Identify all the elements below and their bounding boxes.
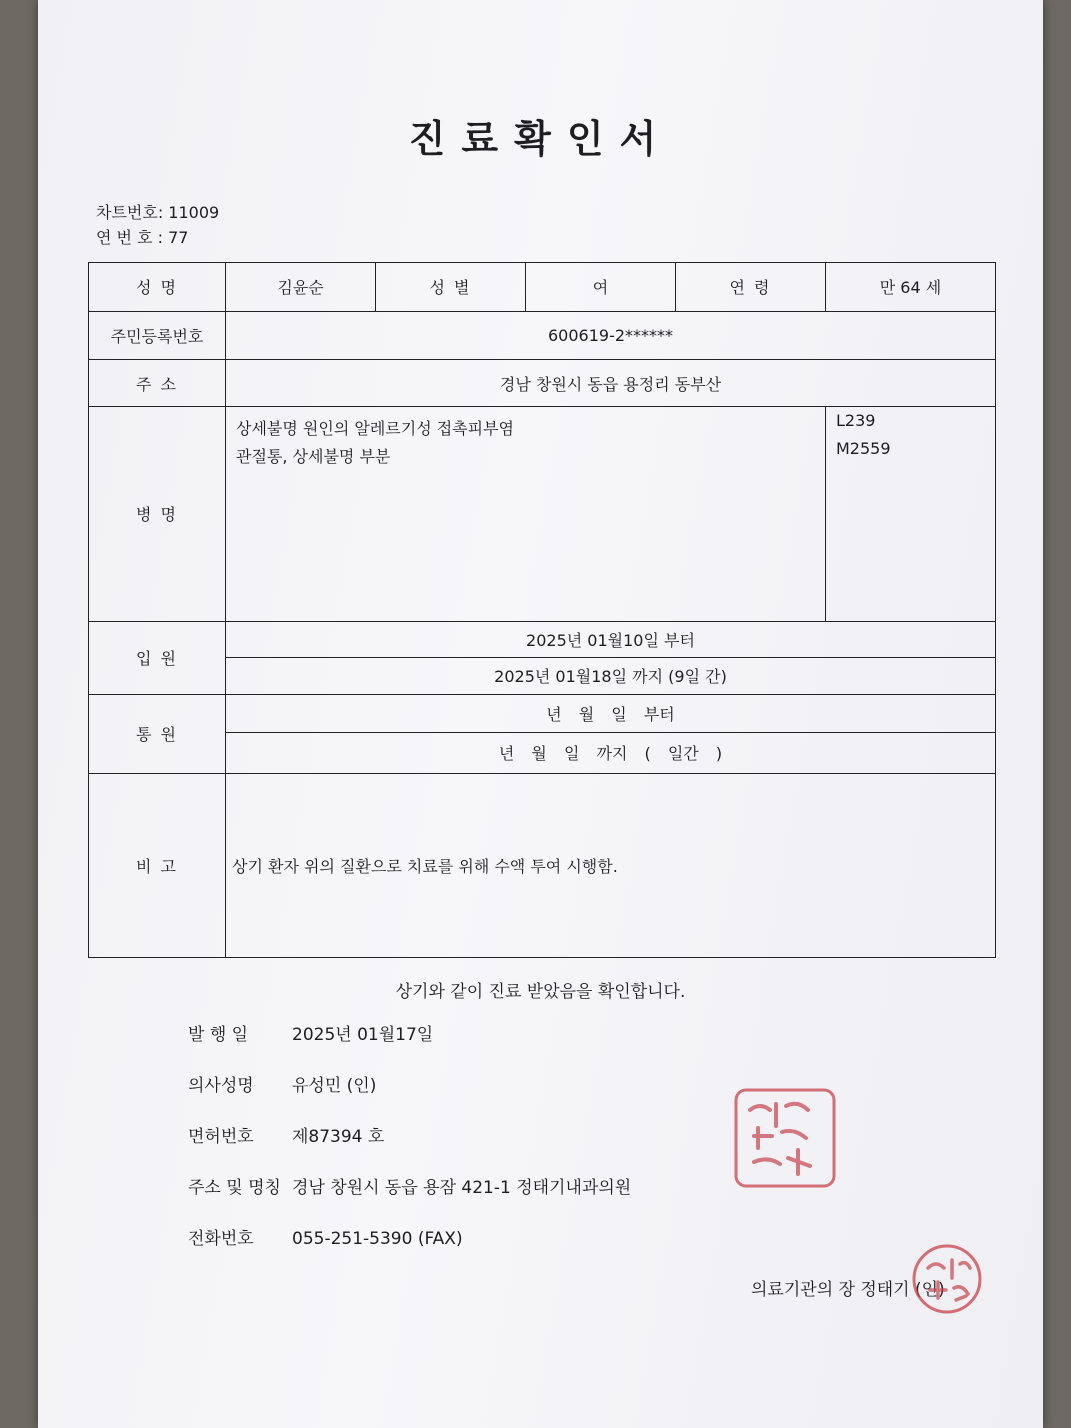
outpatient-to-row	[89, 733, 996, 774]
address-row	[89, 360, 996, 407]
clinic-address: 경남 창원시 동읍 용잠 421-1 정태기내과의원	[292, 1178, 632, 1198]
patient-info-row	[89, 263, 996, 312]
resident-number: 600619-2******	[226, 311, 996, 360]
head-seal-stamp	[906, 1238, 988, 1320]
disease-label: 병 명	[89, 406, 226, 621]
hospitalization-label: 입 원	[89, 621, 226, 694]
phone-line	[188, 1224, 463, 1249]
doctor-label: 의사성명	[188, 1076, 254, 1096]
diagnosis-code-2: M2559	[836, 438, 891, 458]
outpatient-from-row	[89, 694, 996, 732]
hospitalization-from-row	[89, 621, 996, 657]
diagnosis-line-2: 관절통, 상세불명 부분	[236, 446, 391, 466]
issue-date-line	[188, 1020, 433, 1045]
medical-form-table	[88, 262, 996, 958]
gender-label: 성 별	[376, 263, 526, 312]
hospitalization-to-row	[89, 658, 996, 694]
license-number: 제87394 호	[292, 1127, 385, 1147]
outpatient-from: 년 월 일 부터	[226, 694, 996, 732]
clinic-label: 주소 및 명칭	[188, 1178, 281, 1198]
patient-gender: 여	[526, 263, 676, 312]
outpatient-label: 통 원	[89, 694, 226, 773]
doctor-name: 유성민 (인)	[292, 1076, 377, 1096]
remarks-text: 상기 환자 위의 질환으로 치료를 위해 수액 투여 시행함.	[226, 773, 996, 957]
license-line	[188, 1122, 384, 1147]
remarks-label: 비 고	[89, 773, 226, 957]
diagnosis-line-1: 상세불명 원인의 알레르기성 접촉피부염	[236, 418, 515, 438]
patient-age: 만 64 세	[826, 263, 996, 312]
diagnosis-codes	[826, 406, 996, 621]
license-label: 면허번호	[188, 1127, 254, 1147]
head-signature: 의료기관의 장 정태기 (인)	[751, 1280, 945, 1300]
name-label: 성 명	[89, 263, 226, 312]
phone-number: 055-251-5390 (FAX)	[292, 1229, 463, 1249]
patient-name: 김윤순	[226, 263, 376, 312]
remarks-row	[89, 773, 996, 957]
resident-number-label: 주민등록번호	[89, 311, 226, 360]
phone-label: 전화번호	[188, 1229, 254, 1249]
resident-row	[89, 311, 996, 360]
patient-address: 경남 창원시 동읍 용정리 동부산	[226, 360, 996, 407]
issue-date-label: 발 행 일	[188, 1025, 249, 1045]
age-label: 연 령	[676, 263, 826, 312]
address-label: 주 소	[89, 360, 226, 407]
serial-number: 연 번 호 : 77	[96, 228, 189, 247]
diagnosis-row	[89, 406, 996, 621]
outpatient-to: 년 월 일 까지 ( 일간 )	[226, 733, 996, 774]
document-paper	[38, 0, 1043, 1428]
confirmation-statement: 상기와 같이 진료 받았음을 확인합니다.	[395, 982, 686, 1002]
clinic-line	[188, 1173, 631, 1198]
issue-date-value: 2025년 01월17일	[292, 1025, 434, 1045]
hospitalization-to: 2025년 01월18일 까지 (9일 간)	[226, 658, 996, 694]
chart-number: 차트번호: 11009	[96, 203, 220, 222]
document-title: 진료확인서	[408, 117, 673, 161]
diagnosis-code-1: L239	[836, 410, 876, 430]
clinic-seal-stamp	[724, 1076, 848, 1200]
hospitalization-from: 2025년 01월10일 부터	[226, 621, 996, 657]
diagnosis-names	[226, 406, 826, 621]
doctor-line	[188, 1071, 376, 1096]
